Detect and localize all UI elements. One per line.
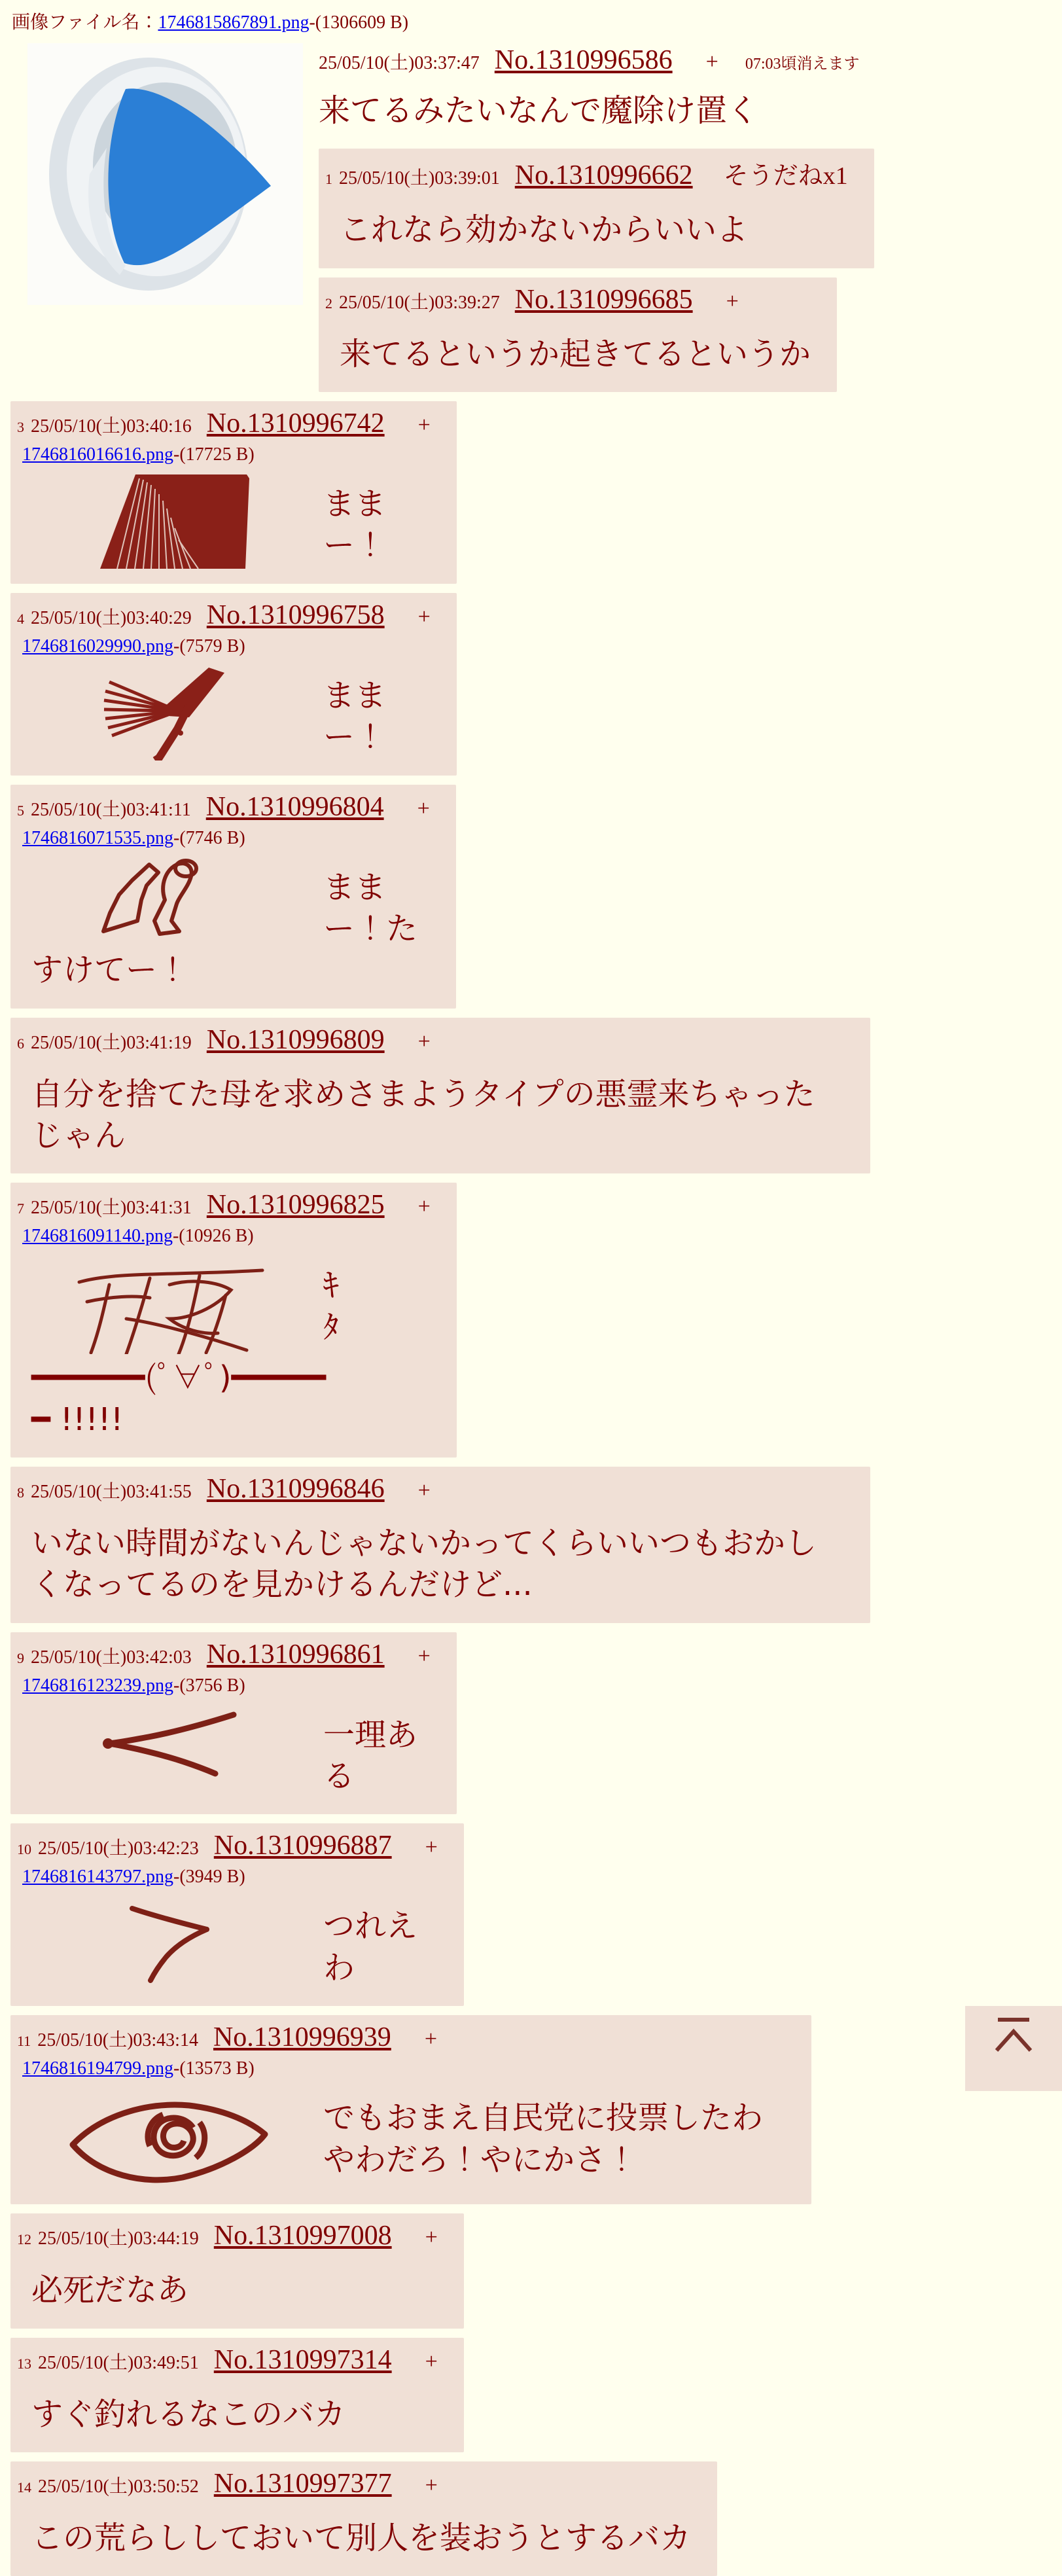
reply-file-link[interactable]: 1746816029990.png [22,635,173,656]
reply-post [10,1632,457,1815]
reply-post-number-link[interactable]: No.1310996861 [206,1639,385,1670]
reply-post-header [16,1639,431,1670]
chevron-up-with-bar-icon [993,2015,1035,2054]
reply-file-size: -(3756 B) [173,1675,245,1696]
reply-post-number-link[interactable]: No.1310996804 [205,791,384,822]
reply-thumbnail-r10[interactable] [16,1897,323,1986]
reply-index: 4 [17,610,24,627]
reply-file-line [22,1226,431,1247]
reply-post [10,2213,464,2328]
reply-index: 7 [17,1200,24,1217]
reply-post-header [16,408,431,439]
reply-post-number-link[interactable]: No.1310996742 [206,408,385,439]
reply-post-number-link[interactable]: No.1310996887 [213,1831,392,1861]
reply-post-header [16,1830,438,1861]
reply-body [16,1247,431,1450]
reply-thumbnail-r7[interactable] [16,1256,323,1357]
reply-sodane-plus-button[interactable]: + [417,413,431,438]
reply-file-link[interactable]: 1746816091140.png [22,1226,173,1247]
reply-file-link[interactable]: 1746816143797.png [22,1867,173,1887]
reply-list [10,149,1062,2576]
reply-sodane-plus-button[interactable]: + [417,1643,431,1668]
reply-date: 25/05/10(土)03:40:16 [31,416,192,437]
reply-post [10,1018,870,1174]
reply-sodane-plus-button[interactable]: + [417,1029,431,1054]
reply-file-line [22,444,431,465]
reply-text: この荒らししておいて別人を装おうとするバカ [31,2519,692,2556]
reply-date: 25/05/10(土)03:43:14 [37,2030,198,2051]
reply-post-header [16,2344,438,2376]
reply-file-link[interactable]: 1746816194799.png [22,2058,173,2079]
blue-cone-dish-image [27,43,303,305]
reply-file-size: -(3949 B) [173,1867,245,1887]
op-text: 来てるみたいなんで魔除け置く [319,92,759,129]
reply-file-line [22,1867,438,1887]
reply-thumbnail-r5[interactable] [16,858,323,941]
scroll-to-top-button[interactable] [965,2006,1062,2091]
reply-sodane-plus-button[interactable]: + [417,1478,431,1503]
reply-body [324,191,848,260]
reply-index: 5 [17,802,24,819]
reply-text: これなら効かないからいいよ [340,211,749,249]
reply-post [10,1183,457,1458]
reply-file-line [22,636,431,657]
reply-date: 25/05/10(土)03:49:51 [38,2352,199,2373]
reply-text: 一理ある [323,1716,418,1795]
reply-body [16,1887,438,1998]
reply-file-size: -(7746 B) [173,827,245,848]
reply-sodane-plus-button[interactable]: + [425,1835,438,1860]
reply-post-number-link[interactable]: No.1310996685 [514,284,693,315]
reply-date: 25/05/10(土)03:41:19 [31,1032,192,1053]
reply-body [16,465,431,576]
reply-body [16,1505,844,1615]
reply-post [319,149,874,268]
reply-post-number-link[interactable]: No.1310996662 [514,160,693,191]
reply-thumbnail-r11[interactable] [16,2088,323,2196]
reply-text: 来てるというか起きてるというか [340,335,811,372]
reply-post-header [16,791,430,823]
op-sodane-plus-button[interactable]: + [705,50,718,74]
reply-sodane-plus-button[interactable]: + [417,1194,431,1219]
reply-text: いない時間がないんじゃないかってくらいいつもおかしくなってるのを見かけるんだけど... [31,1525,817,1603]
reply-file-link[interactable]: 1746816123239.png [22,1675,173,1696]
reply-post [10,1823,464,2006]
reply-post [319,277,837,392]
reply-date: 25/05/10(土)03:39:01 [339,168,500,189]
reply-text: すぐ釣れるなこのバカ [31,2395,346,2433]
reply-body [16,1056,844,1166]
reply-date: 25/05/10(土)03:42:03 [31,1647,192,1668]
file-header [12,8,1062,34]
reply-text: つれえわ [323,1908,418,1986]
op-expire-note: 07:03頃消えます [745,56,860,73]
op-post-number-link[interactable]: No.1310996586 [494,45,673,75]
reply-sodane-plus-button[interactable]: + [417,796,430,821]
reply-date: 25/05/10(土)03:39:27 [339,292,500,313]
reply-index: 9 [17,1649,24,1666]
reply-date: 25/05/10(土)03:40:29 [31,607,192,628]
reply-file-link[interactable]: 1746816071535.png [22,827,173,848]
reply-body [16,2499,691,2568]
reply-index: 1 [325,171,332,188]
reply-text: ままー！たすけてー！ [31,868,418,989]
reply-index: 8 [17,1484,24,1501]
reply-thumbnail-r3[interactable] [16,474,323,572]
reply-text: 自分を捨てた母を求めさまようタイプの悪霊来ちゃったじゃん [31,1075,815,1154]
reply-post-number-link[interactable]: No.1310996809 [206,1024,385,1055]
reply-post-header [324,284,811,315]
reply-post [10,401,457,584]
reply-post-header [16,599,431,631]
reply-index: 13 [17,2355,31,2372]
reply-date: 25/05/10(土)03:44:19 [38,2228,199,2249]
reply-date: 25/05/10(土)03:41:55 [31,1482,192,1503]
reply-sodane-plus-button[interactable]: + [417,604,431,629]
reply-text: ｷﾀ━━━━━━(ﾟ∀ﾟ)━━━━━━ !!!!! [31,1267,340,1438]
reply-body [16,2376,438,2444]
reply-body [16,849,430,1001]
op-file-link[interactable]: 1746815867891.png [158,12,310,33]
reply-index: 6 [17,1035,24,1052]
reply-text: ままー！ [323,677,387,756]
reply-post-header [16,1024,844,1056]
reply-date: 25/05/10(土)03:41:31 [31,1198,192,1219]
reply-post-number-link[interactable]: No.1310996939 [213,2022,391,2053]
reply-date: 25/05/10(土)03:42:23 [38,1838,199,1859]
reply-sodane-plus-button[interactable]: + [425,2473,438,2497]
reply-text: 必死だなあ [31,2272,189,2309]
reply-post-number-link[interactable]: No.1310997314 [213,2344,392,2375]
reply-text: ままー！ [323,486,387,564]
reply-post-number-link[interactable]: No.1310996846 [206,1474,385,1505]
reply-body [16,657,431,768]
reply-date: 25/05/10(土)03:41:11 [31,799,191,820]
reply-post-header [16,2220,438,2251]
reply-thumbnail-r4[interactable] [16,666,323,764]
reply-date: 25/05/10(土)03:50:52 [38,2476,199,2497]
reply-post-header [324,155,848,191]
op-file-size: -(1306609 B) [309,12,409,33]
reply-post [10,1467,870,1623]
reply-file-size: -(7579 B) [173,635,245,656]
reply-post [10,2461,717,2576]
reply-post-header [16,1189,431,1221]
reply-index: 14 [17,2478,31,2496]
reply-body [16,1696,431,1807]
reply-file-size: -(13573 B) [173,2058,255,2079]
reply-sodane-plus-button[interactable]: + [425,2349,438,2374]
reply-index: 10 [17,1841,31,1858]
reply-post [10,2015,811,2204]
reply-sodane-plus-button[interactable]: + [425,2225,438,2250]
reply-body [324,315,811,384]
reply-file-size: -(10926 B) [172,1226,254,1247]
reply-sodane-count[interactable]: そうだねx1 [723,162,848,190]
reply-index: 2 [325,295,332,312]
reply-file-link[interactable]: 1746816016616.png [22,444,173,465]
reply-post [10,2338,464,2452]
reply-post-number-link[interactable]: No.1310996758 [206,599,385,630]
reply-body [16,2251,438,2320]
reply-text: でもおまえ自民党に投票したわやわだろ！やにかさ！ [323,2100,764,2178]
reply-file-line [22,828,430,849]
reply-thumbnail-r9[interactable] [16,1706,323,1781]
reply-post [10,785,456,1009]
reply-index: 11 [17,2033,31,2050]
reply-post-number-link[interactable]: No.1310996825 [206,1190,385,1221]
reply-post-number-link[interactable]: No.1310997377 [213,2468,392,2499]
reply-post-header [16,2022,785,2053]
reply-sodane-plus-button[interactable]: + [424,2027,437,2052]
reply-post-header [16,1473,844,1505]
reply-index: 3 [17,419,24,436]
file-label: 画像ファイル名： [12,12,158,33]
op-date: 25/05/10(土)03:37:47 [319,53,480,73]
reply-post-header [16,2468,691,2499]
reply-post-number-link[interactable]: No.1310997008 [213,2221,392,2251]
reply-file-line [22,1675,431,1696]
reply-index: 12 [17,2231,31,2248]
reply-file-size: -(17725 B) [173,444,255,465]
reply-body [16,2079,785,2196]
reply-post [10,593,457,776]
op-thumbnail[interactable] [27,43,303,308]
reply-sodane-plus-button[interactable]: + [726,289,739,313]
